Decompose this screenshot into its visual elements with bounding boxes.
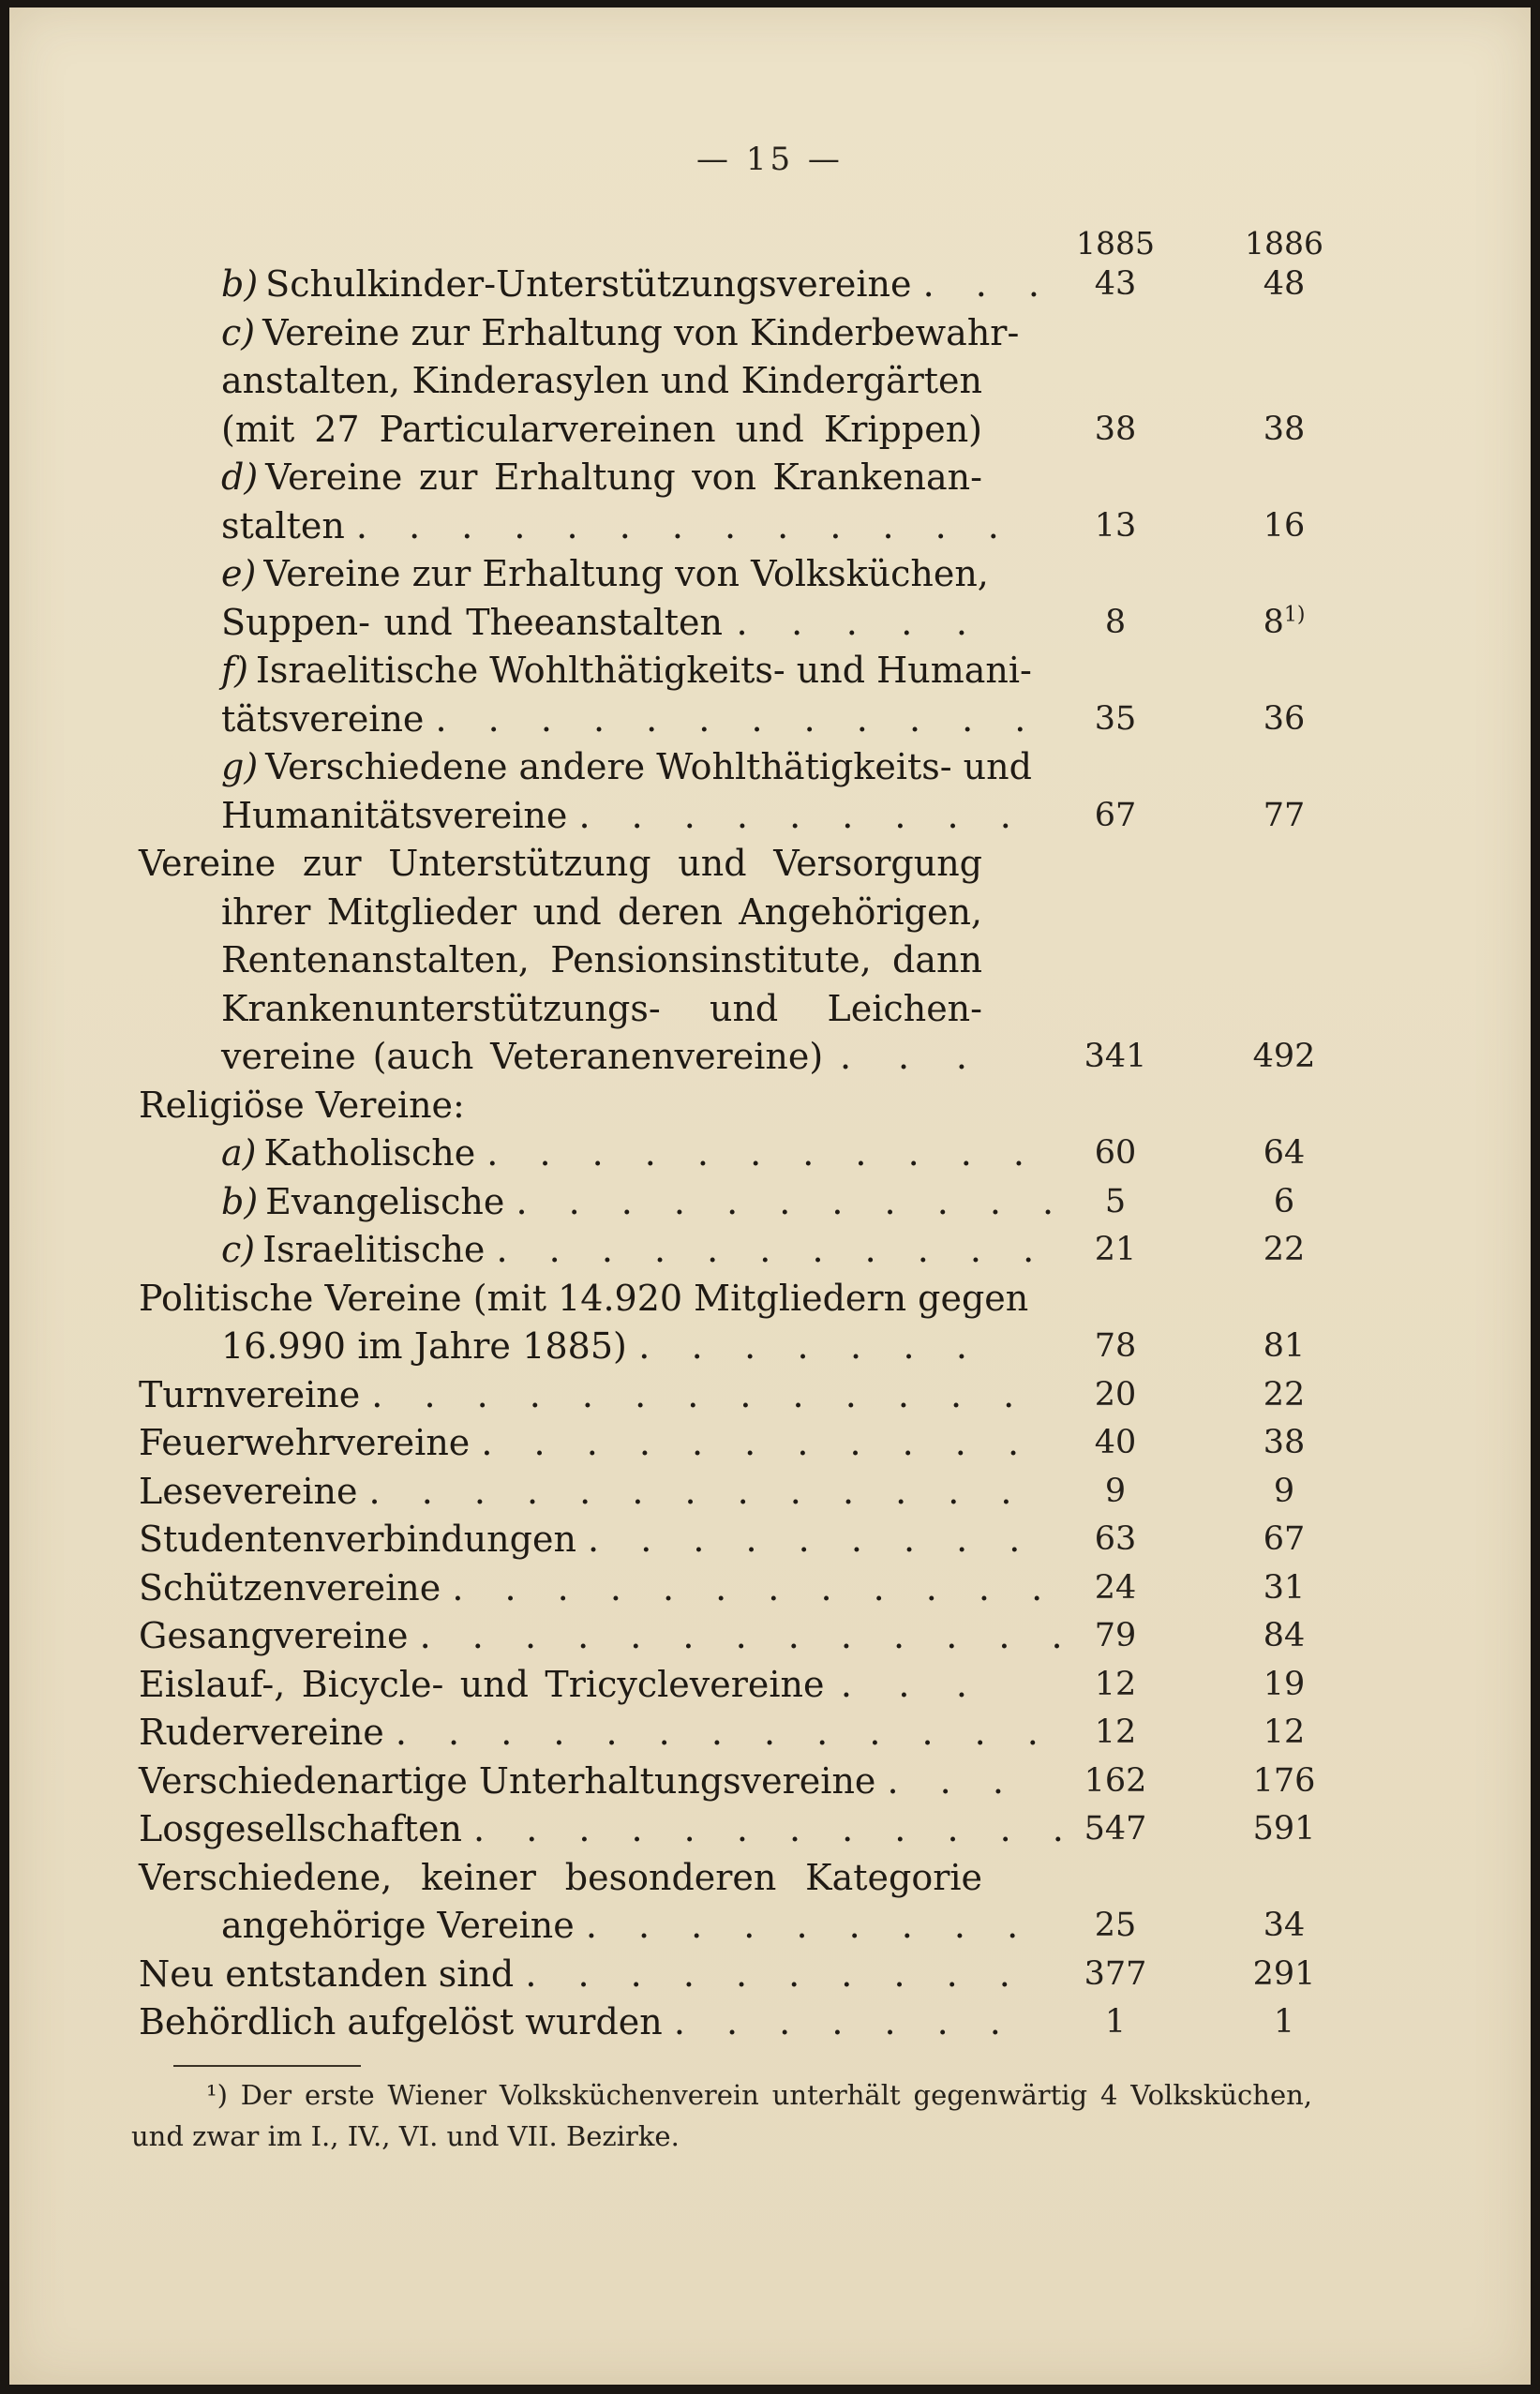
leader-dots: . . . . . . . [673, 2001, 1016, 2042]
table-row [0, 889, 1540, 937]
row-text: Katholische [263, 1132, 476, 1174]
value-1885 [1040, 1854, 1190, 1903]
value-1886-number: 36 [1263, 699, 1306, 738]
row-label [139, 1951, 1025, 1999]
value-1885: 60 [1094, 1134, 1137, 1172]
value-1886 [1209, 1371, 1359, 1420]
value-1886 [1209, 1226, 1359, 1275]
value-1886-number: 291 [1252, 1954, 1316, 1993]
row-label [221, 1902, 1034, 1951]
value-1886-number: 64 [1263, 1134, 1306, 1172]
row-text: stalten [221, 504, 345, 546]
value-1886-number: 38 [1263, 410, 1306, 448]
leader-dots: . . . . . . . [638, 1325, 982, 1367]
value-1885 [1040, 1082, 1190, 1130]
value-1886-number: 81 [1263, 1327, 1306, 1365]
row-label [221, 792, 1026, 841]
value-1886 [1209, 309, 1359, 358]
value-1885: 377 [1084, 1954, 1147, 1993]
row-text: ihrer Mitglieder und deren Angehörigen, [221, 890, 982, 933]
table-row [0, 550, 1540, 599]
row-text: Lesevereine [139, 1470, 358, 1512]
value-1886 [1209, 550, 1359, 599]
value-1886 [1209, 1998, 1359, 2047]
value-1886 [1209, 502, 1359, 551]
table-row [0, 357, 1540, 406]
value-1886 [1209, 889, 1359, 937]
value-1886 [1209, 1805, 1359, 1854]
table-row [0, 1178, 1540, 1227]
value-1885 [1040, 840, 1190, 889]
value-1886 [1209, 1661, 1359, 1710]
value-1886 [1209, 1854, 1359, 1903]
leader-dots: . . . . . . . . . . . [486, 1132, 1039, 1174]
value-1886 [1209, 1758, 1359, 1806]
table-row [0, 1130, 1540, 1178]
leader-dots: . . . . . . . . . . . [496, 1229, 1050, 1270]
value-1886 [1209, 1419, 1359, 1468]
value-1886-number: 176 [1252, 1761, 1316, 1800]
row-label [221, 1033, 982, 1082]
row-label [221, 696, 1041, 744]
table-row [0, 743, 1540, 792]
value-1886 [1209, 1468, 1359, 1517]
value-1886 [1209, 1275, 1359, 1324]
row-label [221, 889, 982, 937]
row-text: 16.990 im Jahre 1885) [221, 1325, 627, 1367]
table-row [0, 454, 1540, 502]
table-row [0, 1951, 1540, 1999]
footnote-reference: 1) [1283, 602, 1306, 626]
value-1885: 67 [1094, 796, 1137, 834]
row-label [221, 454, 982, 502]
leader-dots: . . . . . . . . . . . . . [355, 504, 1014, 546]
row-text: Schulkinder-Unterstützungsvereine [265, 263, 912, 305]
value-1885 [1040, 357, 1190, 406]
row-text: Feuerwehrvereine [139, 1422, 471, 1463]
table-row [0, 309, 1540, 358]
value-1885: 162 [1084, 1761, 1147, 1800]
row-label [221, 1130, 1039, 1178]
value-1886 [1209, 1612, 1359, 1661]
value-1886-number: 34 [1263, 1907, 1306, 1944]
leader-dots: . . . . . . . . . . . . . [368, 1470, 1027, 1512]
footnote: ¹) Der erste Wiener Volksküchenverein unterhält gegenwärtig 4 Volksküchen, und zwar im I., IV., VI. und VII. Bezirke. [131, 2079, 1312, 2152]
value-1885: 13 [1094, 506, 1137, 545]
value-1886-number: 31 [1263, 1568, 1306, 1607]
row-text: vereine (auch Veteranenvereine) [221, 1036, 824, 1077]
table-row [0, 840, 1540, 889]
row-label [221, 599, 982, 648]
table-row [0, 985, 1540, 1034]
table-row [0, 1902, 1540, 1951]
value-1886-number: 1 [1273, 2003, 1295, 2041]
value-1885: 35 [1094, 699, 1137, 738]
row-text: Studentenverbindungen [139, 1519, 576, 1560]
value-1886 [1209, 261, 1359, 309]
row-text: Vereine zur Erhaltung von Volksküchen, [263, 553, 989, 594]
row-text: Vereine zur Erhaltung von Kinderbewahr- [262, 311, 1020, 353]
value-1885: 341 [1084, 1038, 1147, 1075]
value-1885: 40 [1094, 1424, 1137, 1461]
row-text: Vereine zur Erhaltung von Krankenan- [265, 456, 982, 498]
row-text: Suppen- und Theeanstalten [221, 601, 723, 643]
table-row [0, 1758, 1540, 1806]
footnote-rule [173, 2065, 361, 2067]
leader-dots: . . . . . . . . . . . . [452, 1566, 1058, 1608]
value-1886 [1209, 599, 1359, 648]
table-row [0, 1612, 1540, 1661]
value-1885: 78 [1094, 1327, 1137, 1365]
value-1886 [1209, 406, 1359, 455]
value-1885 [1040, 550, 1190, 599]
year-column-1886: 1886 [1245, 225, 1323, 262]
row-text: Verschiedenartige Unterhaltungsvereine [139, 1759, 876, 1802]
leader-dots: . . . . . . . . . . . [516, 1180, 1069, 1222]
value-1885: 5 [1104, 1182, 1127, 1220]
row-text: Rudervereine [139, 1712, 384, 1753]
value-1885 [1040, 889, 1190, 937]
value-1885: 43 [1094, 265, 1137, 303]
row-text: Vereine zur Unterstützung und Versorgung [139, 843, 982, 884]
value-1886-number: 19 [1263, 1665, 1306, 1703]
row-text: Humanitätsvereine [221, 794, 568, 836]
value-1886 [1209, 936, 1359, 985]
table-row [0, 1661, 1540, 1710]
value-1885 [1040, 936, 1190, 985]
table-row [0, 1709, 1540, 1758]
row-text: Schützenvereine [139, 1566, 441, 1608]
leader-dots: . . . . . . . . . . . . [435, 697, 1041, 740]
value-1885: 547 [1084, 1810, 1147, 1848]
row-label [139, 840, 982, 889]
table-row [0, 1371, 1540, 1420]
value-1885: 38 [1094, 410, 1137, 448]
leader-dots: . . . . . . . . . [588, 1519, 1036, 1560]
row-label [139, 1854, 982, 1903]
value-1886-number: 77 [1263, 796, 1306, 834]
value-1885 [1040, 985, 1190, 1034]
row-text: Rentenanstalten, Pensionsinstitute, dann [221, 939, 982, 980]
row-enumerator: e) [221, 553, 257, 594]
table-row [0, 1275, 1540, 1324]
row-label [139, 1082, 982, 1130]
value-1886-number: 8 [1263, 603, 1284, 641]
row-label [221, 406, 982, 455]
value-1886 [1209, 696, 1359, 744]
row-label [139, 1516, 1036, 1564]
row-text: Eislauf-, Bicycle- und Tricyclevereine [139, 1663, 825, 1705]
value-1886 [1209, 1564, 1359, 1613]
table-row [0, 936, 1540, 985]
value-1886-number: 12 [1263, 1713, 1306, 1751]
row-text: Israelitische Wohlthätigkeits- und Humani- [255, 650, 1032, 691]
table-row [0, 1323, 1540, 1371]
value-1886-number: 38 [1263, 1424, 1306, 1461]
value-1886 [1209, 840, 1359, 889]
row-text: Verschiedene andere Wohlthätigkeits- und [265, 746, 1032, 787]
value-1886 [1209, 985, 1359, 1034]
row-label [139, 1275, 1029, 1324]
value-1885: 21 [1094, 1231, 1137, 1268]
value-1886-number: 67 [1263, 1520, 1306, 1558]
value-1886-number: 48 [1263, 265, 1306, 303]
value-1885: 9 [1104, 1472, 1127, 1510]
value-1886 [1209, 357, 1359, 406]
leader-dots: . . . . . . . . . . . [481, 1422, 1035, 1463]
statistics-table [0, 261, 1540, 2047]
value-1885 [1040, 454, 1190, 502]
value-1886 [1209, 792, 1359, 841]
value-1886 [1209, 1130, 1359, 1178]
row-text: Turnvereine [139, 1373, 361, 1415]
value-1886 [1209, 1082, 1359, 1130]
row-text: Gesangvereine [139, 1615, 409, 1656]
row-label [139, 1419, 1035, 1468]
row-enumerator: b) [221, 1180, 259, 1222]
value-1885: 79 [1094, 1617, 1137, 1654]
row-text: Religiöse Vereine: [139, 1084, 465, 1126]
value-1886 [1209, 647, 1359, 696]
row-text: (mit 27 Particularvereinen und Krippen) [221, 408, 982, 450]
table-row [0, 647, 1540, 696]
table-row [0, 1226, 1540, 1275]
value-1886 [1209, 1178, 1359, 1227]
leader-dots: . . . . . . . . . [585, 1905, 1034, 1946]
table-row [0, 1805, 1540, 1854]
row-text: anstalten, Kinderasylen und Kindergärten [221, 360, 982, 401]
table-row [0, 1033, 1540, 1082]
row-text: angehörige Vereine [221, 1905, 575, 1946]
value-1886-number: 84 [1263, 1617, 1306, 1654]
value-1885 [1040, 1275, 1190, 1324]
leader-dots: . . . . . . . . . . [525, 1953, 1025, 1995]
table-row [0, 1082, 1540, 1130]
row-enumerator: d) [221, 456, 259, 498]
table-row [0, 406, 1540, 455]
table-row [0, 696, 1540, 744]
row-enumerator: g) [221, 746, 259, 787]
row-enumerator: f) [221, 650, 248, 691]
table-row [0, 261, 1540, 309]
value-1886-number: 9 [1273, 1472, 1295, 1510]
row-label [221, 309, 1020, 358]
value-1885: 63 [1094, 1520, 1137, 1558]
value-1886-number: 591 [1252, 1810, 1316, 1848]
leader-dots: . . . . . . . . . . . . . [395, 1712, 1054, 1753]
row-label [221, 502, 1014, 551]
row-label [139, 1709, 1054, 1758]
row-label [221, 647, 1032, 696]
value-1885: 8 [1104, 603, 1127, 641]
table-row [0, 1564, 1540, 1613]
leader-dots: . . . [840, 1036, 982, 1077]
row-text: Evangelische [265, 1180, 505, 1222]
value-1885: 12 [1094, 1713, 1137, 1751]
value-1886-number: 16 [1263, 506, 1306, 545]
table-row [0, 1516, 1540, 1564]
row-text: Krankenunterstützungs- und Leichen- [221, 987, 982, 1029]
row-label [139, 1612, 1078, 1661]
table-row [0, 1998, 1540, 2047]
row-enumerator: c) [221, 311, 256, 353]
leader-dots: . . . . . . . . . . . . . [419, 1615, 1078, 1656]
row-label [221, 261, 1054, 309]
row-label [221, 743, 1032, 792]
row-text: Politische Vereine (mit 14.920 Mitgliedern gegen [139, 1277, 1029, 1319]
value-1886 [1209, 1709, 1359, 1758]
value-1886-number: 22 [1263, 1231, 1306, 1268]
value-1886-number: 492 [1252, 1038, 1316, 1075]
value-1886 [1209, 1516, 1359, 1564]
value-1886 [1209, 1323, 1359, 1371]
row-label [221, 357, 982, 406]
value-1885 [1040, 309, 1190, 358]
value-1885: 1 [1104, 2003, 1127, 2041]
row-text: tätsvereine [221, 697, 425, 740]
year-column-1885: 1885 [1076, 225, 1155, 262]
table-row [0, 1468, 1540, 1517]
row-label [139, 1564, 1058, 1613]
row-label [221, 936, 982, 985]
value-1886-number: 6 [1273, 1182, 1295, 1220]
row-label [139, 1661, 982, 1710]
row-enumerator: a) [221, 1132, 257, 1174]
row-text: Losgesellschaften [139, 1808, 462, 1849]
value-1886 [1209, 1951, 1359, 1999]
value-1885: 20 [1094, 1375, 1137, 1414]
row-label [139, 1468, 1027, 1517]
leader-dots: . . . [922, 263, 1054, 305]
row-label [221, 985, 982, 1034]
leader-dots: . . . [840, 1663, 982, 1705]
value-1885: 24 [1094, 1568, 1137, 1607]
value-1886 [1209, 1033, 1359, 1082]
leader-dots: . . . [887, 1759, 1019, 1802]
row-enumerator: c) [221, 1229, 256, 1270]
table-row [0, 792, 1540, 841]
leader-dots: . . . . . . . . . . . . [473, 1808, 1079, 1849]
table-row [0, 502, 1540, 551]
leader-dots: . . . . . . . . . [578, 794, 1026, 836]
row-label [139, 1758, 1019, 1806]
value-1885 [1040, 647, 1190, 696]
table-row [0, 1854, 1540, 1903]
row-label [221, 1323, 982, 1371]
row-label [139, 1371, 1030, 1420]
row-text: Behördlich aufgelöst wurden [139, 2001, 663, 2042]
row-label [221, 1226, 1050, 1275]
row-label [221, 1178, 1069, 1227]
row-text: Neu entstanden sind [139, 1953, 515, 1995]
value-1886-number: 22 [1263, 1375, 1306, 1414]
row-label [139, 1805, 1079, 1854]
row-label [221, 550, 989, 599]
leader-dots: . . . . . . . . . . . . . [371, 1373, 1030, 1415]
value-1886 [1209, 454, 1359, 502]
value-1885 [1040, 743, 1190, 792]
table-row [0, 599, 1540, 648]
value-1886 [1209, 1902, 1359, 1951]
table-row [0, 1419, 1540, 1468]
leader-dots: . . . . . [736, 601, 982, 643]
value-1885: 25 [1094, 1907, 1137, 1944]
row-text: Verschiedene, keiner besonderen Kategorie [139, 1856, 982, 1898]
row-label [139, 1998, 1016, 2047]
page-number: — 15 — [696, 141, 844, 178]
value-1885: 12 [1094, 1665, 1137, 1703]
value-1886 [1209, 743, 1359, 792]
row-text: Israelitische [262, 1229, 486, 1270]
row-enumerator: b) [221, 263, 259, 305]
